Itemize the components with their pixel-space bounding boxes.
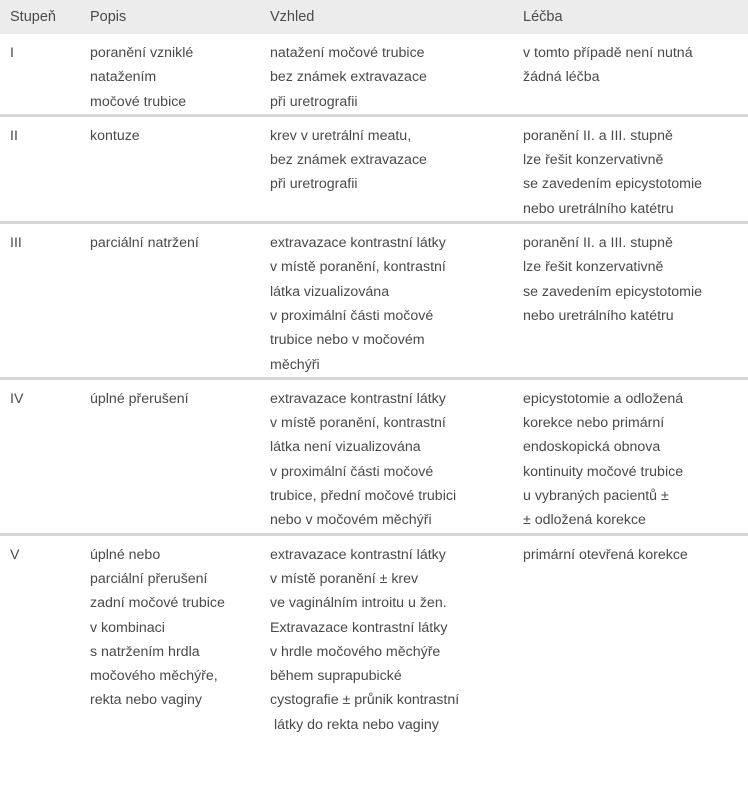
- lecba-line: poranění II. a III. stupně: [523, 127, 673, 144]
- lecba-cell: [515, 534, 748, 737]
- grade-cell: III: [10, 235, 22, 252]
- lecba-line: nebo uretrálního katétru: [523, 307, 674, 324]
- vzhled-line: měchýři: [270, 356, 320, 373]
- popis-cell: [80, 115, 265, 222]
- vzhled-line: extravazace kontrastní látky: [270, 546, 446, 563]
- vzhled-line: látky do rekta nebo vaginy: [274, 716, 439, 733]
- popis-line: s natržením hrdla: [90, 643, 200, 660]
- lecba-line: kontinuity močové trubice: [523, 463, 684, 480]
- vzhled-line: bez známek extravazace: [270, 152, 427, 169]
- lecba-line: u vybraných pacientů ±: [523, 488, 669, 505]
- vzhled-line: látka vizualizována: [270, 283, 390, 300]
- vzhled-cell: [265, 34, 515, 115]
- vzhled-line: ve vaginálním introitu u žen.: [270, 595, 447, 612]
- popis-cell: [80, 34, 265, 115]
- lecba-cell: [515, 115, 748, 222]
- popis-line: parciální přerušení: [90, 570, 208, 587]
- popis-line: močové trubice: [90, 93, 187, 110]
- header-stupen: Stupeň: [10, 8, 56, 25]
- lecba-line: ± odložená korekce: [523, 512, 646, 529]
- table-row: [0, 115, 748, 222]
- table-row: [0, 223, 748, 379]
- lecba-line: žádná léčba: [523, 69, 600, 86]
- popis-line: úplné nebo: [90, 546, 161, 563]
- lecba-line: endoskopická obnova: [523, 439, 661, 456]
- vzhled-line: při uretrografii: [270, 93, 358, 110]
- grade-cell: IV: [10, 390, 24, 407]
- vzhled-line: nebo v močovém měchýři: [270, 512, 432, 529]
- lecba-line: lze řešit konzervativně: [523, 259, 664, 276]
- table-row: [0, 534, 748, 737]
- lecba-cell: [515, 34, 748, 115]
- vzhled-line: při uretrografii: [270, 176, 358, 193]
- popis-line: močového měchýře,: [90, 668, 218, 685]
- vzhled-line: během suprapubické: [270, 668, 402, 685]
- popis-line: parciální natržení: [90, 235, 199, 252]
- vzhled-line: krev v uretrální meatu,: [270, 127, 412, 144]
- popis-line: úplné přerušení: [90, 390, 189, 407]
- popis-line: poranění vzniklé: [90, 45, 194, 61]
- vzhled-line: natažení močové trubice: [270, 45, 425, 61]
- vzhled-line: bez známek extravazace: [270, 69, 427, 86]
- table-body: [0, 34, 748, 737]
- grade-cell: I: [10, 45, 14, 61]
- vzhled-cell: [265, 223, 515, 379]
- header-vzhled: Vzhled: [270, 8, 315, 25]
- lecba-cell: [515, 223, 748, 379]
- header-row: [0, 0, 748, 34]
- vzhled-line: cystografie ± průnik kontrastní: [270, 692, 460, 709]
- table-row: [0, 34, 748, 115]
- vzhled-line: trubice, přední močové trubici: [270, 488, 457, 505]
- vzhled-line: v proximální části močové: [270, 307, 434, 324]
- grade-cell: V: [10, 546, 20, 563]
- lecba-line: primární otevřená korekce: [523, 546, 688, 563]
- table-header: [0, 0, 748, 34]
- vzhled-line: látka není vizualizována: [270, 439, 421, 456]
- header-popis: Popis: [90, 8, 127, 25]
- vzhled-line: v místě poranění ± krev: [270, 570, 419, 587]
- lecba-line: nebo uretrálního katétru: [523, 200, 674, 217]
- grade-cell: II: [10, 127, 18, 144]
- table-row: [0, 378, 748, 534]
- lecba-line: v tomto případě není nutná: [523, 45, 693, 61]
- popis-line: rekta nebo vaginy: [90, 692, 202, 709]
- vzhled-line: v proximální části močové: [270, 463, 434, 480]
- lecba-line: poranění II. a III. stupně: [523, 235, 673, 252]
- vzhled-line: v hrdle močového měchýře: [270, 643, 441, 660]
- vzhled-line: Extravazace kontrastní látky: [270, 619, 448, 636]
- header-lecba: Léčba: [523, 8, 563, 25]
- popis-line: v kombinaci: [90, 619, 165, 636]
- lecba-line: korekce nebo primární: [523, 415, 665, 432]
- lecba-line: epicystotomie a odložená: [523, 390, 684, 407]
- popis-line: kontuze: [90, 127, 140, 144]
- vzhled-line: trubice nebo v močovém: [270, 332, 425, 349]
- vzhled-cell: [265, 378, 515, 534]
- popis-line: zadní močové trubice: [90, 595, 225, 612]
- vzhled-line: extravazace kontrastní látky: [270, 390, 446, 407]
- vzhled-cell: [265, 534, 515, 737]
- vzhled-line: v místě poranění, kontrastní: [270, 415, 446, 432]
- vzhled-cell: [265, 115, 515, 222]
- vzhled-line: v místě poranění, kontrastní: [270, 259, 446, 276]
- popis-cell: [80, 534, 265, 737]
- lecba-line: lze řešit konzervativně: [523, 152, 664, 169]
- lecba-line: se zavedením epicystotomie: [523, 283, 703, 300]
- vzhled-line: extravazace kontrastní látky: [270, 235, 446, 252]
- popis-cell: [80, 223, 265, 379]
- lecba-line: se zavedením epicystotomie: [523, 176, 703, 193]
- lecba-cell: [515, 378, 748, 534]
- popis-cell: [80, 378, 265, 534]
- popis-line: natažením: [90, 69, 157, 86]
